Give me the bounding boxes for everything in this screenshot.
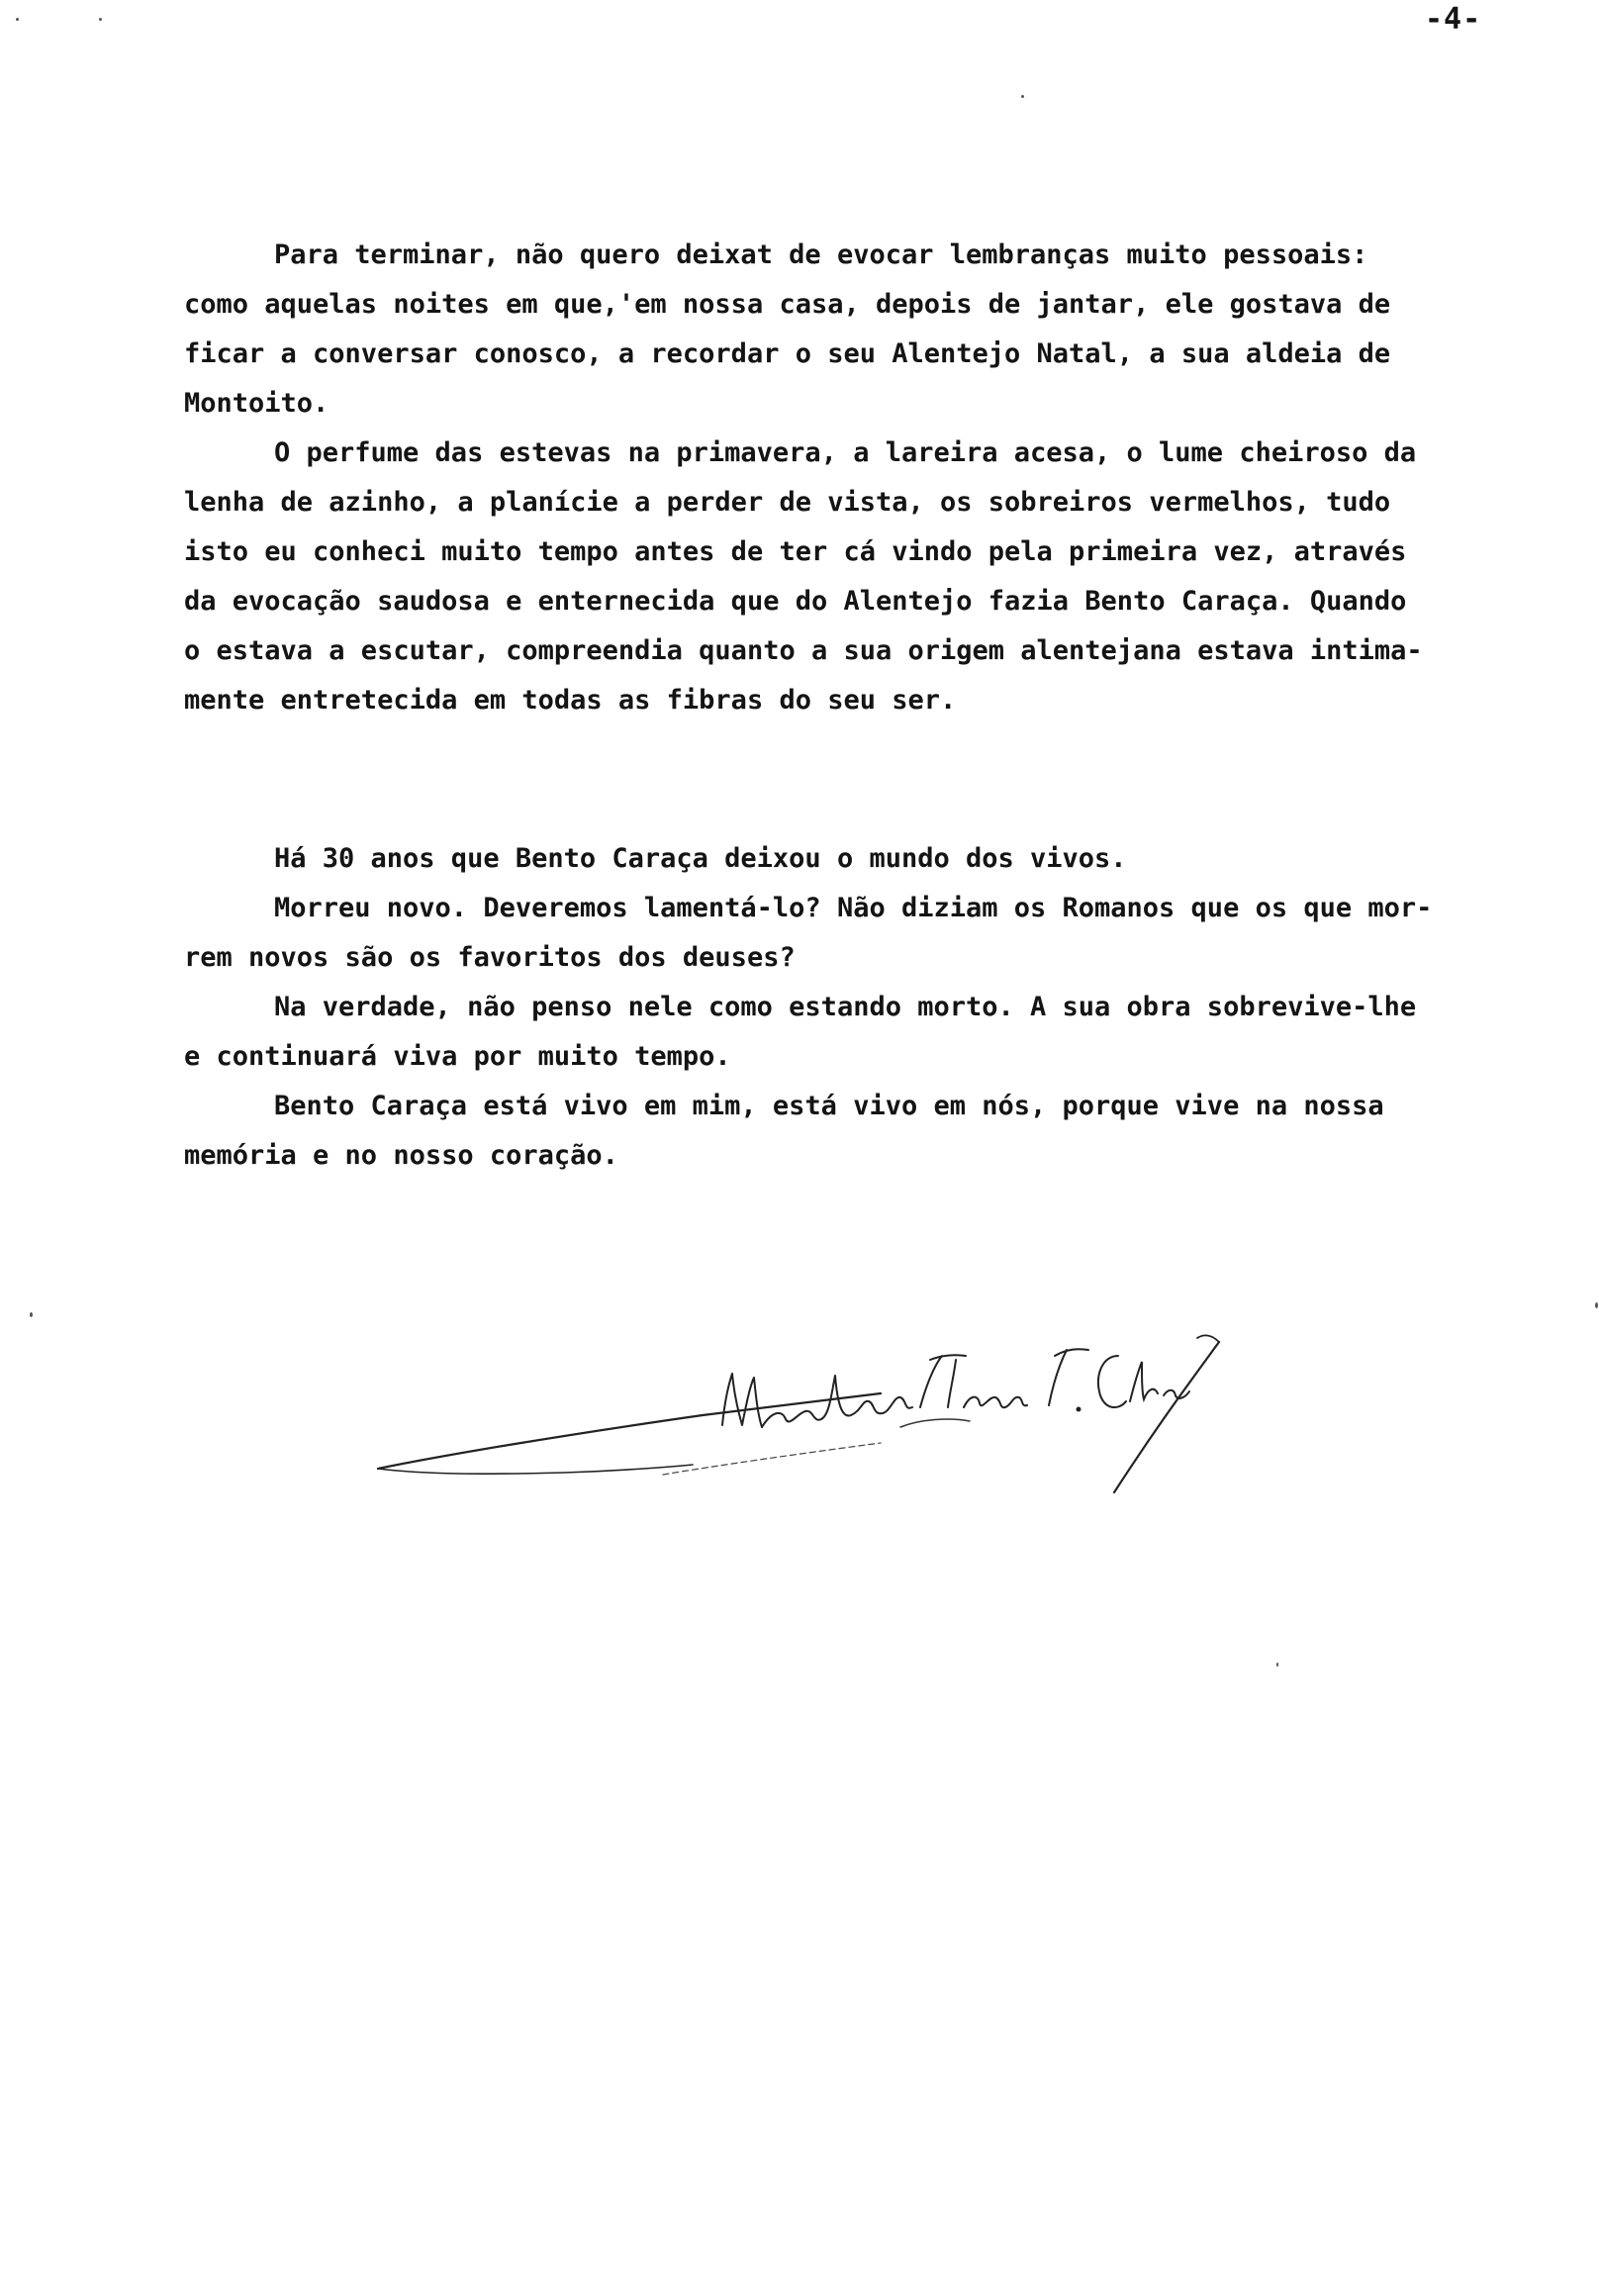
paragraph-line: memória e no nosso coração. <box>184 1140 618 1171</box>
paragraph-line: isto eu conheci muito tempo antes de ter cá vindo pela primeira vez, através <box>184 536 1407 567</box>
paragraph-line: lenha de azinho, a planície a perder de vista, os sobreiros vermelhos, tudo <box>184 487 1391 518</box>
paragraph-line: Na verdade, não penso nele como estando morto. A sua obra sobrevive-lhe <box>274 992 1417 1022</box>
paragraph-line: da evocação saudosa e enternecida que do Alentejo fazia Bento Caraça. Quando <box>184 586 1407 617</box>
page-number: -4- <box>1425 2 1482 37</box>
scan-speck <box>99 18 102 21</box>
paragraph-line: mente entretecida em todas as fibras do seu ser. <box>184 685 957 716</box>
text-block-upper <box>184 231 1589 725</box>
paragraph-line: Morreu novo. Deveremos lamentá-lo? Não diziam os Romanos que os que mor- <box>274 893 1433 923</box>
paragraph-line: rem novos são os favoritos dos deuses? <box>184 942 796 973</box>
scan-speck <box>1021 95 1024 98</box>
paragraph-line: Para terminar, não quero deixat de evocar lembranças muito pessoais: <box>274 239 1368 270</box>
paragraph-line: Montoito. <box>184 388 329 419</box>
handwritten-signature <box>366 1316 1237 1514</box>
paragraph-line: ficar a conversar conosco, a recordar o seu Alentejo Natal, a sua aldeia de <box>184 338 1391 369</box>
paragraph-line: Há 30 anos que Bento Caraça deixou o mundo dos vivos. <box>274 843 1127 874</box>
scan-speck <box>1595 1302 1598 1308</box>
paragraph-line: e continuará viva por muito tempo. <box>184 1041 731 1072</box>
paragraph-line: O perfume das estevas na primavera, a lareira acesa, o lume cheiroso da <box>274 437 1417 468</box>
scan-speck <box>1276 1663 1278 1667</box>
scan-speck <box>16 18 19 21</box>
scan-speck <box>30 1312 33 1317</box>
paragraph-line: o estava a escutar, compreendia quanto a sua origem alentejana estava intima- <box>184 635 1423 666</box>
paragraph-line: Bento Caraça está vivo em mim, está vivo em nós, porque vive na nossa <box>274 1091 1384 1121</box>
text-block-lower <box>184 834 1589 1181</box>
paragraph-line: como aquelas noites em que,'em nossa casa, depois de jantar, ele gostava de <box>184 289 1391 320</box>
